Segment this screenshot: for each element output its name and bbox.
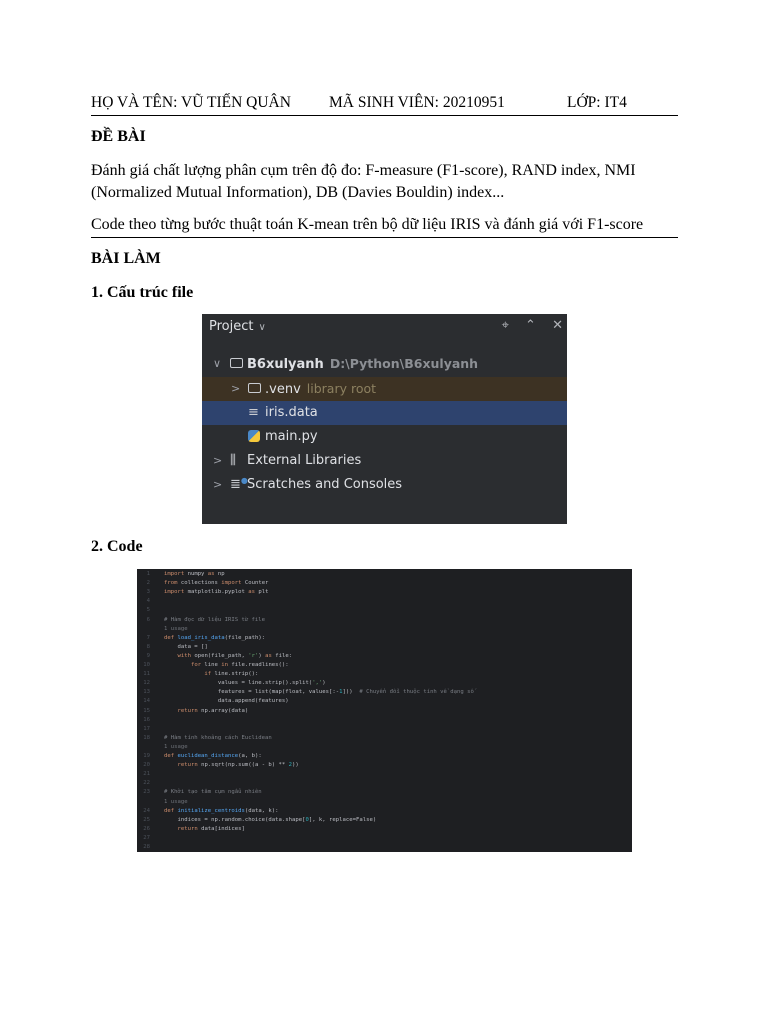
chevron-down-icon: ∨ [213, 357, 222, 370]
code-text: values = line.strip().split(',') [164, 680, 326, 687]
line-number: 9 [146, 652, 150, 659]
tree-item-main-py: main.py [202, 425, 567, 449]
chevron-right-icon: > [231, 382, 241, 395]
line-number: 6 [146, 616, 150, 623]
line-number: 28 [143, 844, 150, 850]
code-text: # Khởi tạo tâm cụm ngẫu nhiên [164, 789, 262, 796]
line-number: 14 [143, 698, 150, 705]
code-line [137, 771, 632, 778]
python-file-icon [248, 425, 260, 449]
code-text: indices = np.random.choice(data.shape[0], k, replace=False) [164, 816, 377, 823]
code-line [137, 762, 632, 769]
line-number: 2 [146, 580, 150, 587]
problem-line-1: Đánh giá chất lượng phân cụm trên độ đo: F-measure (F1-score), RAND index, NMI [91, 162, 636, 179]
code-text: def initialize_centroids(data, k): [164, 807, 279, 814]
line-number: 18 [143, 734, 150, 741]
problem-line-2: (Normalized Mutual Information), DB (Davies Bouldin) index... [91, 184, 505, 201]
code-line [137, 580, 632, 587]
code-line [137, 653, 632, 660]
folder-icon [248, 377, 261, 401]
line-number: 26 [143, 825, 150, 832]
code-text: 1 usage [164, 798, 188, 805]
folder-icon [230, 352, 243, 376]
problem-heading: ĐỀ BÀI [91, 128, 146, 145]
line-number: 21 [143, 771, 150, 778]
project-panel-tools [490, 318, 563, 333]
code-line [137, 589, 632, 596]
code-line [137, 753, 632, 760]
code-line [137, 708, 632, 715]
line-number: 17 [143, 725, 150, 732]
code-line [137, 744, 632, 751]
code-line [137, 698, 632, 705]
line-number: 1 [146, 571, 150, 577]
code-line [137, 644, 632, 651]
chevron-right-icon: > [213, 454, 223, 467]
code-line [137, 717, 632, 724]
code-line [137, 662, 632, 669]
line-number: 11 [143, 671, 150, 678]
code-text: features = list(map(float, values[:-1])) # Chuyển đổi thuộc tính về dạng số [164, 689, 474, 696]
student-id: MÃ SINH VIÊN: 20210951 [329, 94, 505, 111]
code-text: if line.strip(): [204, 671, 259, 678]
code-text: data = [] [164, 643, 208, 650]
code-text: for line in file.readlines(): [190, 662, 289, 668]
tree-item-project-root: ∨ B6xulyanh D:\Python\B6xulyanh [202, 352, 567, 376]
code-line [137, 844, 632, 851]
code-text: return np.sqrt(np.sum((a - b) ** 2)) [177, 762, 299, 769]
tree-item-venv: > .venv library root [202, 377, 567, 401]
code-line [137, 835, 632, 842]
code-line [137, 826, 632, 833]
code-line [137, 607, 632, 614]
project-panel-title: Project ∨ [209, 319, 266, 334]
line-number: 13 [143, 689, 150, 696]
line-number: 10 [143, 662, 150, 668]
line-number: 19 [143, 753, 150, 759]
code-text: data.append(features) [164, 698, 289, 705]
code-text: 1 usage [164, 625, 188, 632]
code-line [137, 689, 632, 696]
code-text: def euclidean_distance(a, b): [164, 753, 262, 759]
line-number: 25 [143, 816, 150, 823]
student-name: HỌ VÀ TÊN: VŨ TIẾN QUÂN [91, 94, 291, 111]
line-number: 15 [143, 707, 150, 714]
section-file-structure: 1. Cấu trúc file [91, 284, 194, 301]
code-line [137, 808, 632, 815]
line-number: 24 [143, 807, 150, 814]
code-line [137, 817, 632, 824]
code-line [137, 780, 632, 787]
code-line [137, 680, 632, 687]
chevron-down-icon: ∨ [258, 322, 266, 333]
code-line [137, 726, 632, 733]
locate-icon: ⌖ [501, 318, 509, 333]
code-text: 1 usage [164, 743, 188, 750]
expand-collapse-icon: ⌃ [525, 318, 536, 333]
text-file-icon: ≡ [248, 405, 259, 420]
code-text: with open(file_path, 'r') as file: [177, 652, 293, 659]
line-number: 8 [146, 643, 150, 650]
code-line [137, 671, 632, 678]
code-line [137, 598, 632, 605]
header-row [91, 92, 678, 116]
code-text: from collections import Counter [164, 580, 269, 587]
code-screenshot [137, 569, 632, 852]
line-number: 3 [146, 589, 150, 596]
chevron-right-icon: > [213, 478, 223, 491]
project-panel-screenshot [202, 314, 567, 524]
student-class: LỚP: IT4 [567, 94, 627, 111]
line-number: 23 [143, 789, 150, 796]
close-icon: ✕ [552, 318, 563, 333]
line-number: 5 [146, 607, 150, 614]
code-text: return data[indices] [177, 825, 245, 832]
code-text: def load_iris_data(file_path): [164, 634, 266, 641]
code-line [137, 735, 632, 742]
code-line [137, 635, 632, 642]
code-text: import matplotlib.pyplot as plt [164, 589, 269, 596]
code-line [137, 789, 632, 796]
tree-item-external-libraries: > ⫼ External Libraries [202, 449, 567, 473]
solution-heading: BÀI LÀM [91, 250, 161, 267]
line-number: 16 [143, 716, 150, 723]
line-number: 4 [146, 598, 150, 605]
line-number: 7 [146, 634, 150, 641]
project-panel-header [202, 314, 567, 342]
code-text: import numpy as np [164, 571, 225, 577]
code-text: # Hàm đọc dữ liệu IRIS từ file [164, 616, 266, 623]
tree-item-scratches: > ≣● Scratches and Consoles [202, 473, 567, 497]
code-line [137, 626, 632, 633]
code-line [137, 617, 632, 624]
line-number: 20 [143, 762, 150, 769]
code-text: # Hàm tính khoảng cách Euclidean [164, 734, 272, 741]
scratches-icon: ≣● [230, 476, 248, 492]
line-number: 12 [143, 680, 150, 687]
line-number: 27 [143, 834, 150, 841]
tree-item-iris-data: ≡ iris.data [202, 401, 567, 425]
line-number: 22 [143, 780, 150, 787]
code-line [137, 571, 632, 578]
section-code: 2. Code [91, 538, 143, 555]
problem-line-3: Code theo từng bước thuật toán K-mean trên bộ dữ liệu IRIS và đánh giá với F1-score [91, 214, 678, 238]
library-icon: ⫼ [230, 453, 236, 468]
code-line [137, 799, 632, 806]
code-text: return np.array(data) [177, 707, 249, 714]
